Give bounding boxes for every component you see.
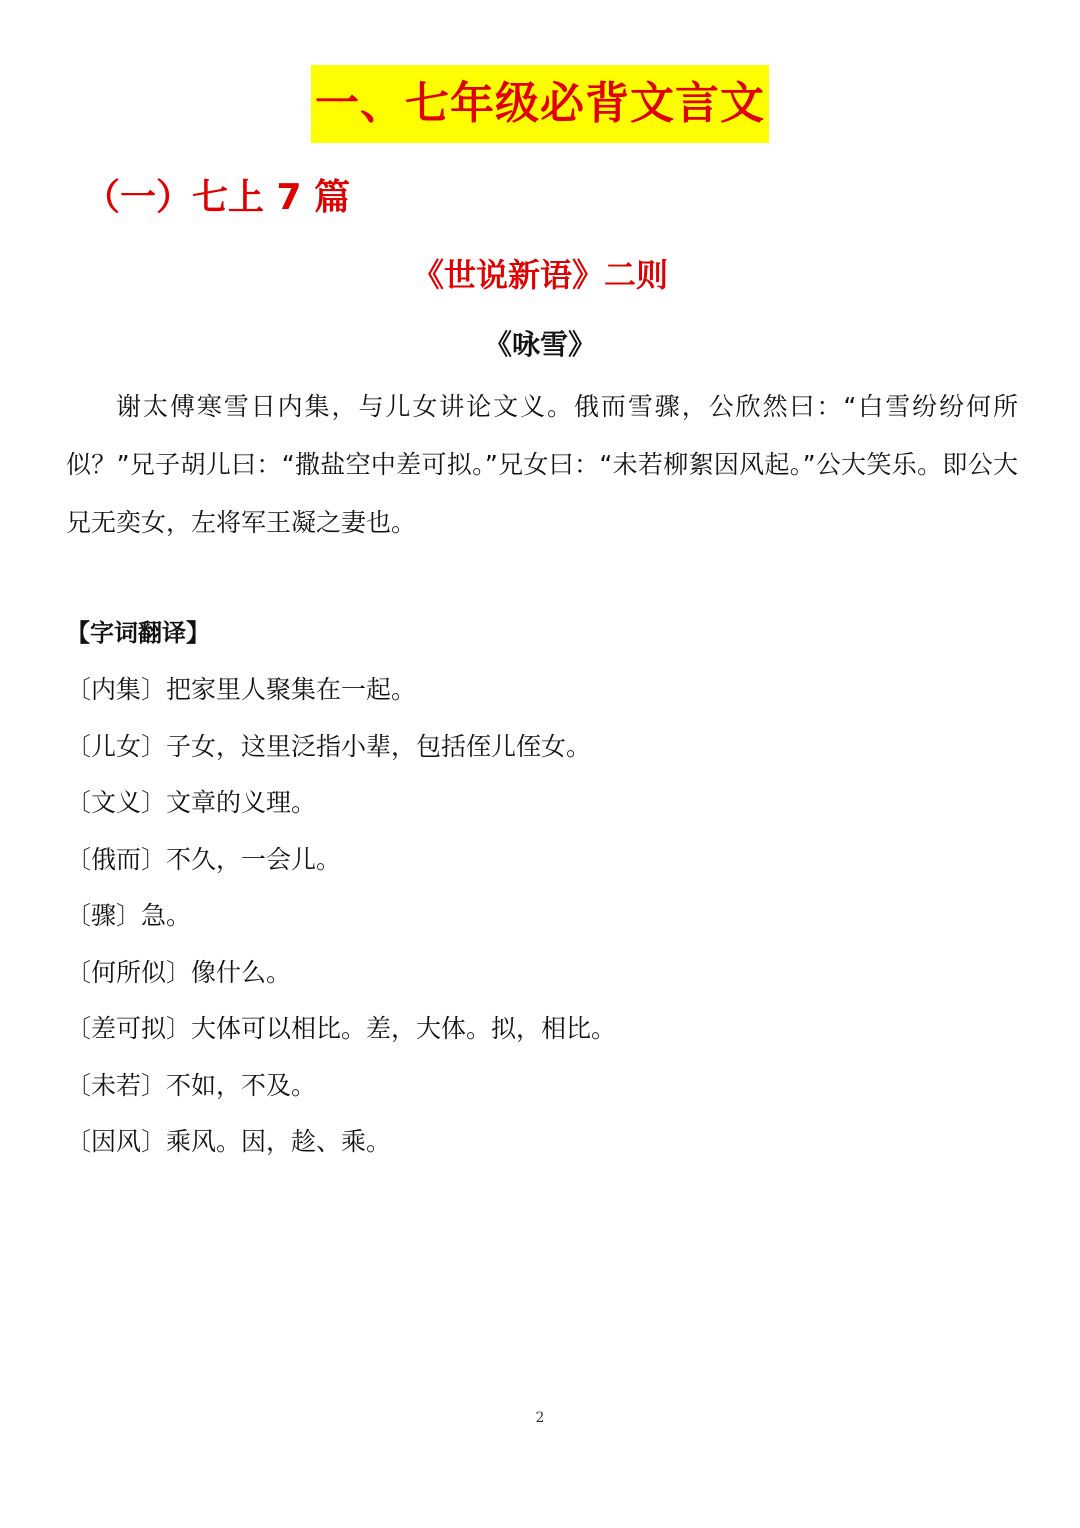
vocab-item: 〔俄而〕不久，一会儿。 — [66, 844, 342, 874]
vocab-item: 〔未若〕不如，不及。 — [66, 1070, 317, 1100]
vocab-item: 〔文义〕文章的义理。 — [66, 788, 317, 817]
vocab-heading: 【字词翻译】 — [66, 619, 210, 647]
main-title: 一、七年级必背文言文 — [311, 65, 769, 143]
work-title: 《世说新语》二则 — [411, 256, 668, 294]
vocab-list — [66, 662, 1016, 1171]
vocab-item: 〔内集〕把家里人聚集在一起。 — [66, 675, 417, 704]
vocab-item: 〔何所似〕像什么。 — [66, 957, 292, 987]
vocab-item: 〔因风〕乘风。因，趁、乘。 — [66, 1127, 392, 1156]
vocab-item: 〔儿女〕子女，这里泛指小辈，包括侄儿侄女。 — [66, 731, 592, 761]
main-title-container — [0, 65, 1080, 143]
vocab-item: 〔骤〕急。 — [66, 901, 192, 930]
vocab-item: 〔差可拟〕大体可以相比。差，大体。拟，相比。 — [66, 1014, 617, 1043]
poem-title: 《咏雪》 — [483, 328, 596, 361]
page-number: 2 — [535, 1410, 545, 1426]
section-title: （一）七上 7 篇 — [84, 177, 351, 218]
passage-text: 谢太傅寒雪日内集，与儿女讲论文义。俄而雪骤，公欣然曰：“白雪纷纷何所似？”兄子胡儿曰：“撒盐空中差可拟。”兄女曰：“未若柳絮因风起。”公大笑乐。即公大兄无奕女，左将军王凝之妻也。 — [66, 392, 1018, 537]
